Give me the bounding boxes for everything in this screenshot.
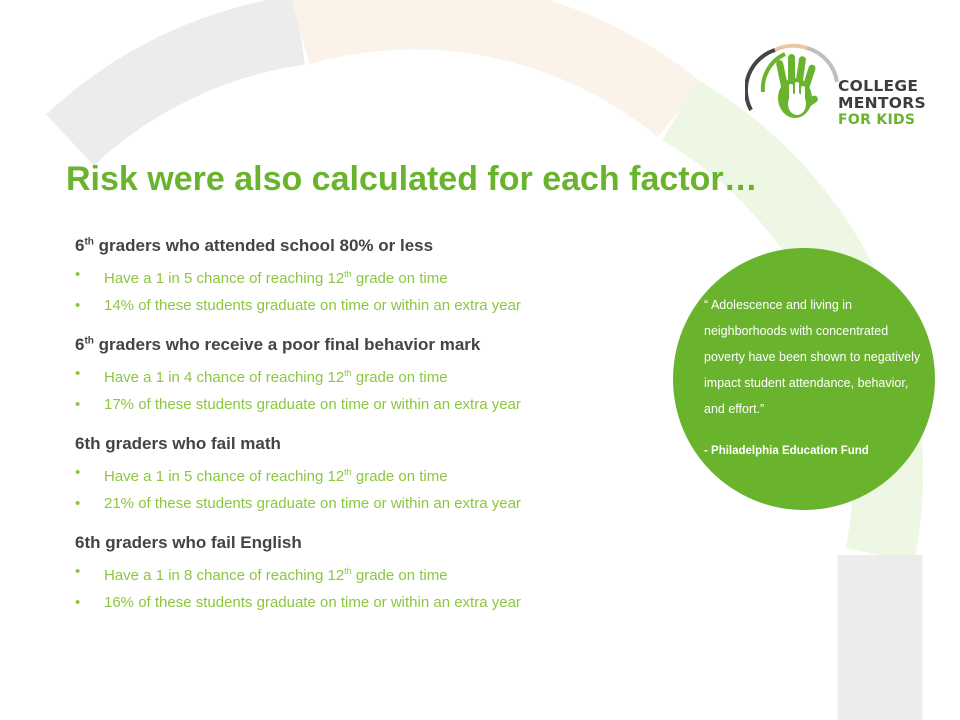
slide-title: Risk were also calculated for each factor… — [66, 160, 758, 198]
hand-logo-icon — [745, 40, 840, 135]
list-item: • 14% of these students graduate on time or within an extra year — [75, 292, 695, 319]
factor-section-english — [75, 533, 695, 616]
factor-heading: 6th graders who fail math — [75, 434, 281, 453]
list-item: • Have a 1 in 5 chance of reaching 12th grade on time — [75, 261, 695, 292]
logo — [745, 40, 945, 135]
factor-heading: 6th graders who attended school 80% or less — [75, 236, 434, 255]
list-item: • 16% of these students graduate on time or within an extra year — [75, 589, 695, 616]
risk-factor-list — [75, 236, 695, 632]
factor-heading: 6th graders who receive a poor final behavior mark — [75, 335, 481, 354]
quote-text: “ Adolescence and living in neighborhoods with concentrated poverty have been shown to negatively impact student attendance, behavior, and effort.” — [704, 298, 921, 416]
factor-section-behavior — [75, 335, 695, 418]
factor-section-math — [75, 434, 695, 517]
list-item: • Have a 1 in 4 chance of reaching 12th grade on time — [75, 360, 695, 391]
logo-line-for-kids: FOR KIDS — [838, 112, 916, 128]
list-item: • 21% of these students graduate on time or within an extra year — [75, 490, 695, 517]
logo-line-mentors: MENTORS — [838, 94, 926, 112]
list-item: • 17% of these students graduate on time or within an extra year — [75, 391, 695, 418]
factor-section-attendance — [75, 236, 695, 319]
logo-line-college: COLLEGE — [838, 77, 919, 95]
list-item: • Have a 1 in 8 chance of reaching 12th grade on time — [75, 558, 695, 589]
quote-attribution: - Philadelphia Education Fund — [704, 445, 869, 457]
logo-wordmark — [838, 78, 926, 129]
list-item: • Have a 1 in 5 chance of reaching 12th grade on time — [75, 459, 695, 490]
factor-heading: 6th graders who fail English — [75, 533, 302, 552]
